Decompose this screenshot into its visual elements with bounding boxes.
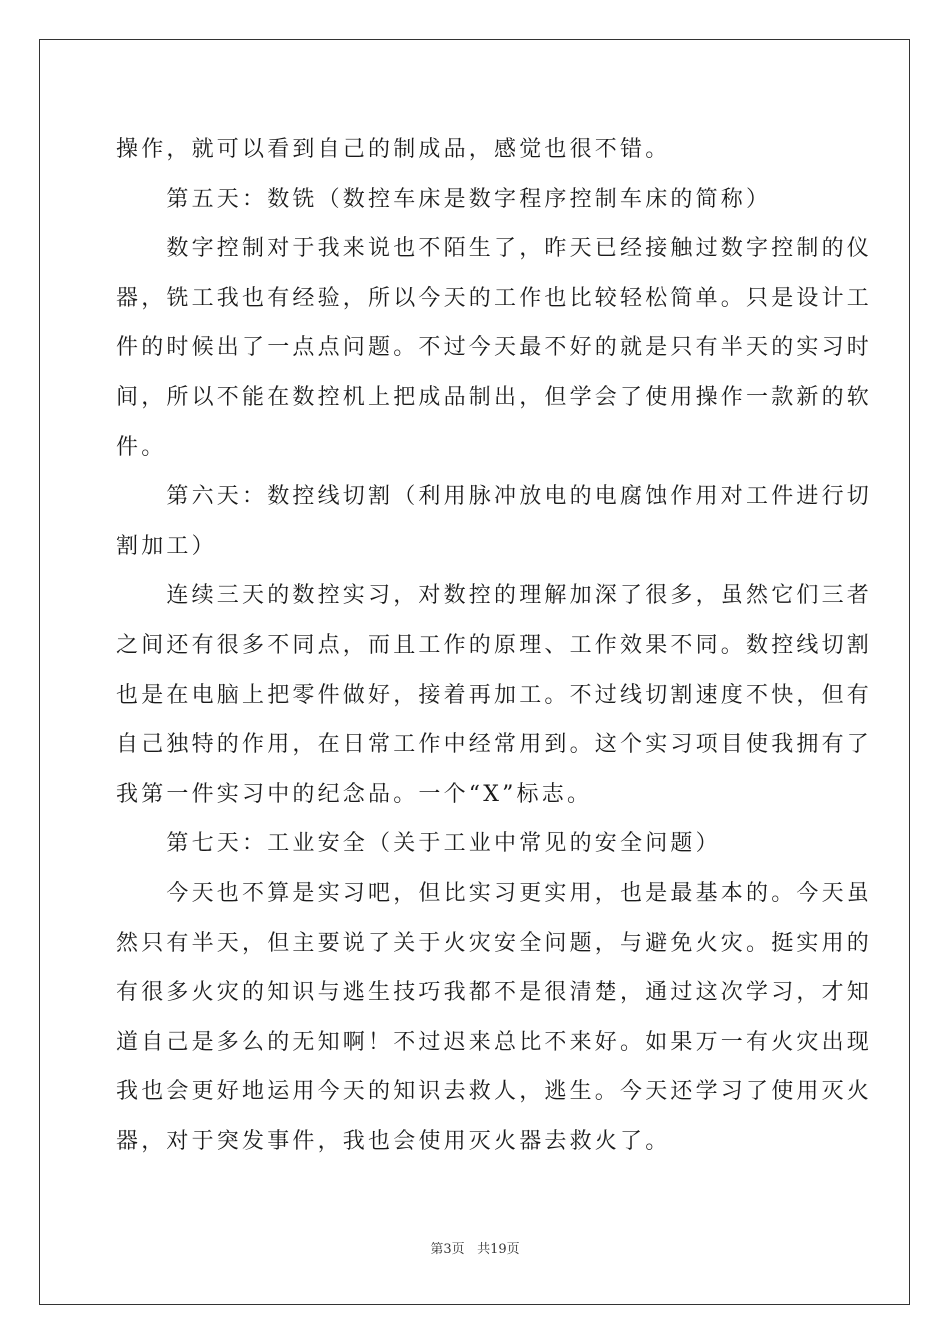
page-total: 共19页 xyxy=(477,1242,520,1257)
document-body xyxy=(116,125,873,1166)
section-heading-day5: 第五天：数铣（数控车床是数字程序控制车床的简称） xyxy=(116,186,772,212)
text-line: 自己独特的作用，在日常工作中经常用到。这个实习项目使我拥有了 xyxy=(116,732,873,758)
text-line: 数字控制对于我来说也不陌生了，昨天已经接触过数字控制的仪 xyxy=(116,236,873,262)
text-line: 操作，就可以看到自己的制成品，感觉也很不错。 xyxy=(116,137,671,162)
page-number: 第3页 xyxy=(430,1242,465,1257)
text-line: 道自己是多么的无知啊！不过迟来总比不来好。如果万一有火灾出现 xyxy=(116,1029,873,1055)
text-line: 器，铣工我也有经验，所以今天的工作也比较轻松简单。只是设计工 xyxy=(116,285,873,311)
text-line: 之间还有很多不同点，而且工作的原理、工作效果不同。数控线切割 xyxy=(116,632,873,658)
text-line: 器，对于突发事件，我也会使用灭火器去救火了。 xyxy=(116,1128,671,1154)
page-footer xyxy=(0,1238,950,1257)
text-line: 也是在电脑上把零件做好，接着再加工。不过线切割速度不快，但有 xyxy=(116,682,873,708)
section-heading-day7: 第七天：工业安全（关于工业中常见的安全问题） xyxy=(116,831,721,857)
text-line: 我第一件实习中的纪念品。一个“X”标志。 xyxy=(116,781,593,807)
text-line: 有很多火灾的知识与逃生技巧我都不是很清楚，通过这次学习，才知 xyxy=(116,980,873,1006)
section-heading-day6: 第六天：数控线切割（利用脉冲放电的电腐蚀作用对工件进行切 xyxy=(116,484,873,510)
text-line: 件。 xyxy=(116,434,167,460)
text-line: 今天也不算是实习吧，但比实习更实用，也是最基本的。今天虽 xyxy=(116,880,873,906)
text-line: 我也会更好地运用今天的知识去救人，逃生。今天还学习了使用灭火 xyxy=(116,1079,873,1105)
text-line: 连续三天的数控实习，对数控的理解加深了很多，虽然它们三者 xyxy=(116,583,873,609)
text-line: 间，所以不能在数控机上把成品制出，但学会了使用操作一款新的软 xyxy=(116,384,873,410)
text-line: 然只有半天，但主要说了关于火灾安全问题，与避免火灾。挺实用的 xyxy=(116,930,873,956)
text-line: 件的时候出了一点点问题。不过今天最不好的就是只有半天的实习时 xyxy=(116,335,873,361)
text-line: 割加工） xyxy=(116,533,217,559)
